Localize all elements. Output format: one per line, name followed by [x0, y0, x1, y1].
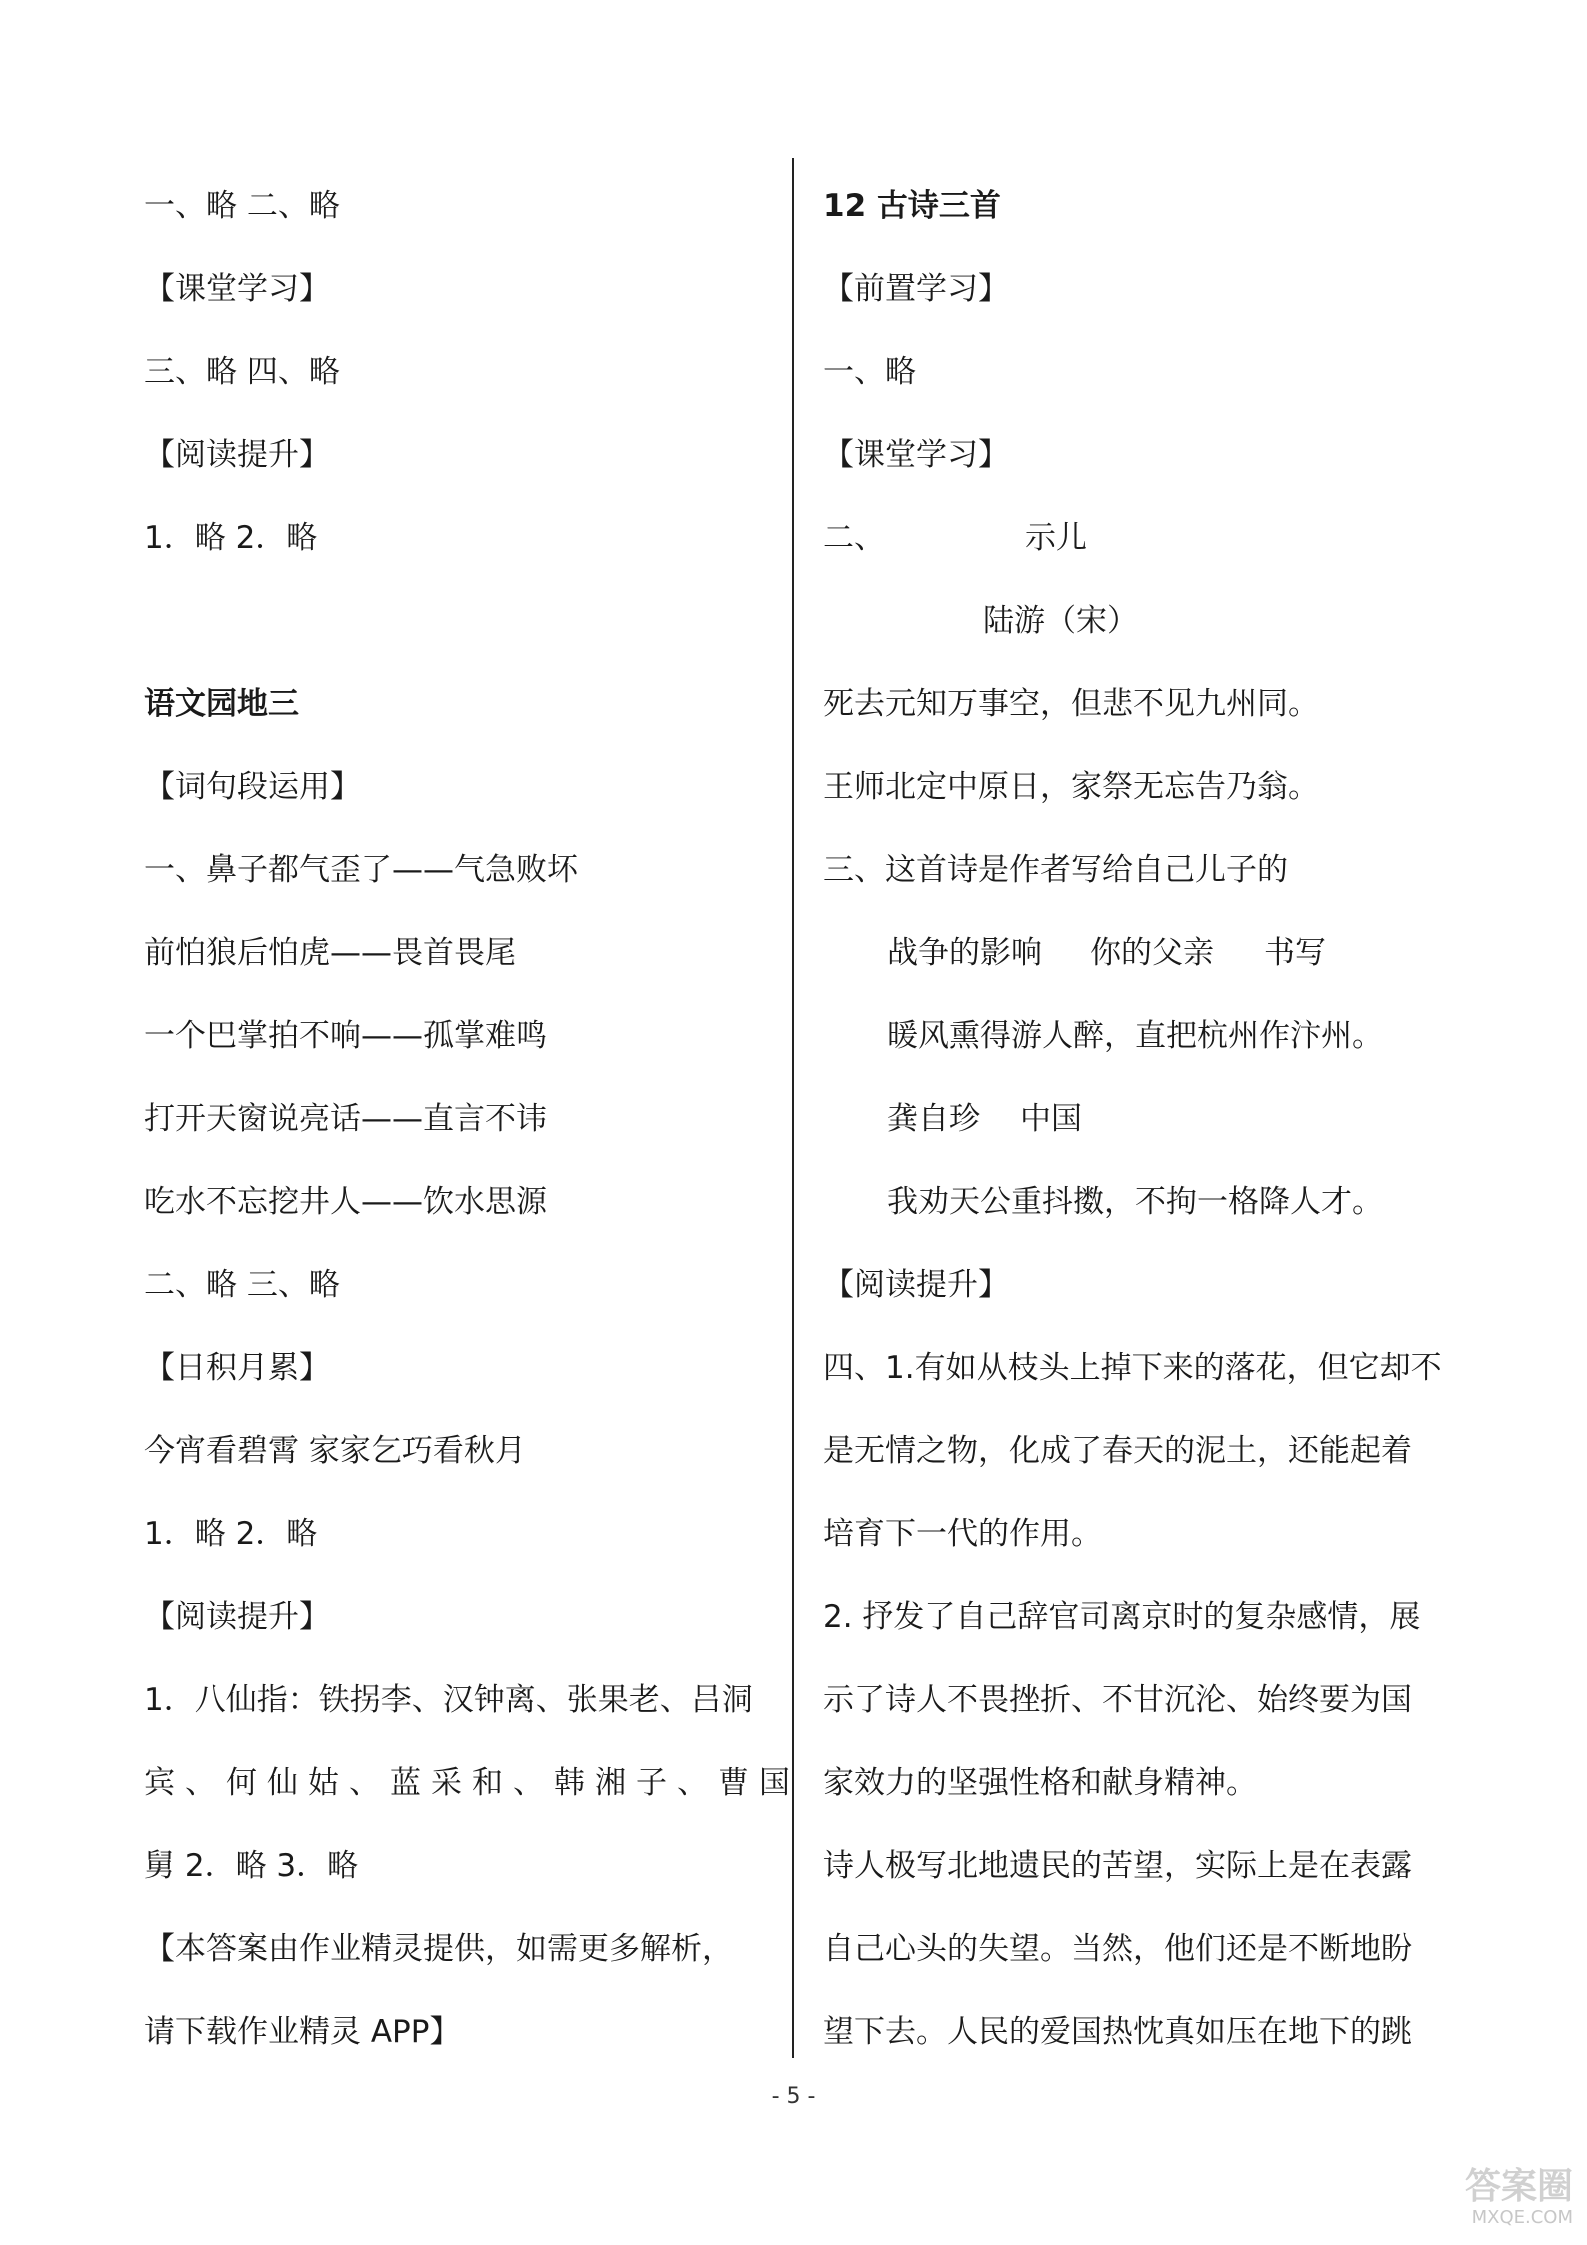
- answer-line: 一、略 二、略: [144, 188, 340, 224]
- page-number: - 5 -: [771, 2084, 816, 2109]
- answer-line: 前怕狼后怕虎——畏首畏尾: [144, 935, 516, 971]
- answer-item: 龚自珍: [887, 1101, 980, 1137]
- answer-line: 舅 2．略 3．略: [144, 1848, 359, 1884]
- notice-line: 请下载作业精灵 APP】: [144, 2014, 461, 2050]
- spacer: [144, 593, 766, 676]
- section-heading: 【阅读提升】: [823, 1267, 1009, 1303]
- answer-item: 战争的影响: [887, 935, 1042, 971]
- answer-line: 今宵看碧霄 家家乞巧看秋月: [144, 1433, 526, 1469]
- site-watermark: [1393, 2167, 1573, 2237]
- section-heading: 【日积月累】: [144, 1350, 330, 1386]
- poem-title: 示儿: [1025, 520, 1087, 556]
- section-heading: 【前置学习】: [823, 271, 1009, 307]
- poem-author: 陆游（宋）: [983, 603, 1138, 639]
- watermark-logo: 答案圈: [1464, 2166, 1573, 2207]
- answer-item: 书写: [1264, 935, 1326, 971]
- answer-item: 中国: [1020, 1101, 1082, 1137]
- poem-line: 王师北定中原日，家祭无忘告乃翁。: [823, 769, 1319, 805]
- answer-line: 四、1.有如从枝头上掉下来的落花，但它却不: [823, 1350, 1442, 1386]
- lesson-title: 12 古诗三首: [823, 188, 1001, 224]
- answer-line: 三、略 四、略: [144, 354, 340, 390]
- answer-number: 二、: [823, 520, 885, 556]
- answer-line: 1．略 2．略: [144, 1516, 318, 1552]
- answer-line: 吃水不忘挖井人——饮水思源: [144, 1184, 547, 1220]
- answer-line: 宾、何仙姑、蓝采和、韩湘子、曹国: [144, 1765, 800, 1801]
- answer-line: 示了诗人不畏挫折、不甘沉沦、始终要为国: [823, 1682, 1412, 1718]
- section-heading: 【课堂学习】: [144, 271, 330, 307]
- answer-line: 一、略: [823, 354, 916, 390]
- answer-line: 1．略 2．略: [144, 520, 318, 556]
- section-heading: 【词句段运用】: [144, 769, 361, 805]
- right-column: [823, 178, 1445, 2087]
- answer-line: 二、略 三、略: [144, 1267, 340, 1303]
- watermark-url: MXQE.COM: [1471, 2207, 1573, 2228]
- answer-line: [823, 1091, 1445, 1174]
- poem-line: 死去元知万事空，但悲不见九州同。: [823, 686, 1319, 722]
- poem-title-line: [823, 510, 1445, 593]
- section-heading: 【课堂学习】: [823, 437, 1009, 473]
- answer-line: 三、这首诗是作者写给自己儿子的: [823, 852, 1288, 888]
- section-heading: 【阅读提升】: [144, 437, 330, 473]
- section-heading: 【阅读提升】: [144, 1599, 330, 1635]
- notice-line: 【本答案由作业精灵提供，如需更多解析，: [144, 1931, 733, 1967]
- poem-line: 我劝天公重抖擞，不拘一格降人才。: [887, 1184, 1383, 1220]
- answer-line: 一、鼻子都气歪了——气急败坏: [144, 852, 578, 888]
- poem-line: 暖风熏得游人醉，直把杭州作汴州。: [887, 1018, 1383, 1054]
- answer-line: 2. 抒发了自己辞官司离京时的复杂感情，展: [823, 1599, 1421, 1635]
- answer-line: 打开天窗说亮话——直言不讳: [144, 1101, 547, 1137]
- answer-line: [823, 925, 1445, 1008]
- unit-title: 语文园地三: [144, 686, 299, 722]
- answer-line: 1．八仙指：铁拐李、汉钟离、张果老、吕洞: [144, 1682, 753, 1718]
- answer-line: 一个巴掌拍不响——孤掌难鸣: [144, 1018, 547, 1054]
- answer-item: 你的父亲: [1090, 935, 1214, 971]
- answer-line: 培育下一代的作用。: [823, 1516, 1102, 1552]
- answer-line: 自己心头的失望。当然，他们还是不断地盼: [823, 1931, 1412, 1967]
- answer-line: 望下去。人民的爱国热忱真如压在地下的跳: [823, 2014, 1412, 2050]
- answer-line: 诗人极写北地遗民的苦望，实际上是在表露: [823, 1848, 1412, 1884]
- answer-line: 是无情之物，化成了春天的泥土，还能起着: [823, 1433, 1412, 1469]
- left-column: [144, 178, 800, 2087]
- answer-line: 家效力的坚强性格和献身精神。: [823, 1765, 1257, 1801]
